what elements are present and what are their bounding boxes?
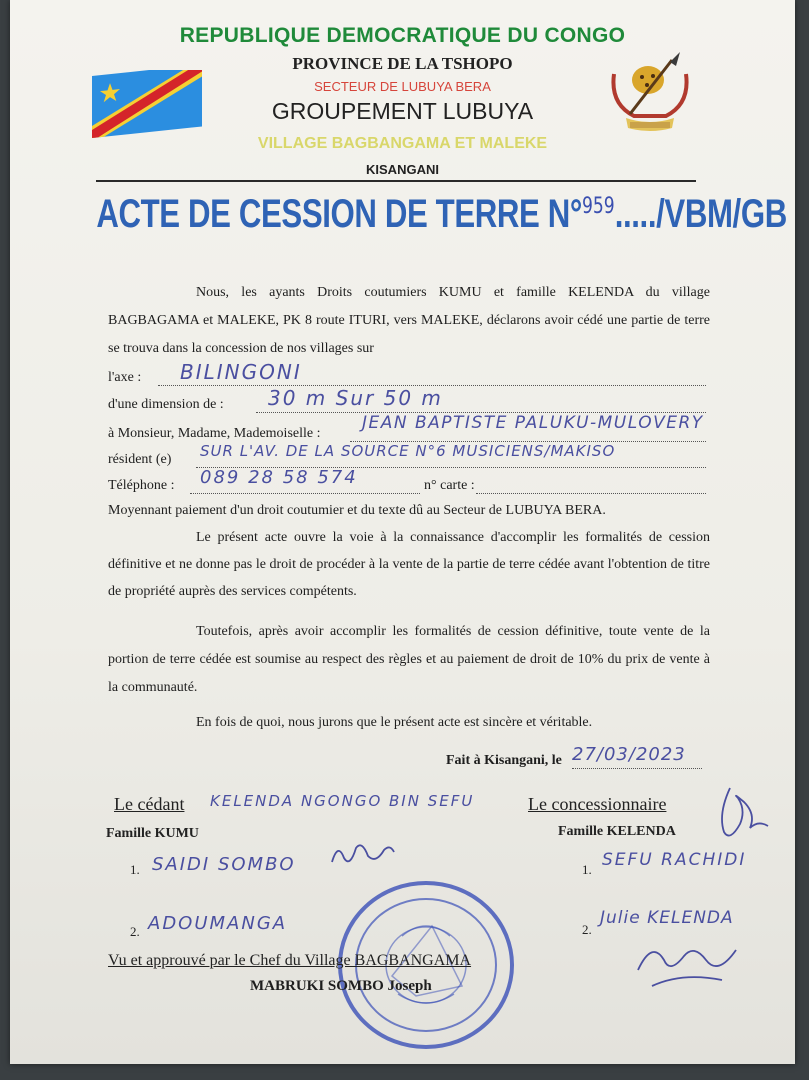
header-divider: [96, 180, 696, 182]
telephone-line: [190, 493, 420, 494]
title-number: 959: [581, 194, 615, 219]
cedant-1-num: 1.: [130, 862, 140, 877]
resident-label: résident (e): [108, 452, 172, 467]
header-republic: REPUBLIQUE DEMOCRATIQUE DU CONGO: [179, 24, 626, 47]
paragraph-2: Le présent acte ouvre la voie à la connaissance d'accomplir les formalités de cession définitive et ne donne pas le droit de procéder à la vente de la partie de terre cédée avant l'obtention de titre de propriété auprès des services compétents.: [108, 530, 710, 599]
title-dots: .....: [614, 192, 657, 236]
chief-name: MABRUKI SOMBO Joseph: [250, 978, 432, 994]
header-secteur: SECTEUR DE LUBUYA BERA: [314, 79, 491, 94]
cedant-2-name: ADOUMANGA: [148, 913, 288, 934]
resident-value: SUR L'AV. DE LA SOURCE N°6 MUSICIENS/MAKISO: [200, 442, 616, 460]
telephone-value: 089 28 58 574: [200, 467, 358, 488]
header-groupement: GROUPEMENT LUBUYA: [271, 98, 534, 124]
document-title: [96, 192, 787, 237]
dimension-value: 30 m Sur 50 m: [268, 386, 443, 410]
concessionnaire-family: Famille KELENDA: [558, 824, 676, 839]
cedant-1-name: SAIDI SOMBO: [152, 854, 296, 875]
axe-value: BILINGONI: [180, 360, 302, 384]
axe-label: l'axe :: [108, 370, 142, 385]
paragraph-4: En fois de quoi, nous jurons que le présent acte est sincère et véritable.: [196, 715, 593, 730]
header-village: VILLAGE BAGBANGAMA ET MALEKE: [257, 135, 548, 152]
fait-line: [572, 768, 702, 769]
cedant-family: Famille KUMU: [106, 826, 199, 841]
conc-2-name: Julie KELENDA: [600, 908, 734, 928]
conc-2-num: 2.: [582, 922, 592, 937]
title-suffix: /VBM/GB: [656, 192, 787, 236]
conc-1-num: 1.: [582, 862, 592, 877]
cedant-2-num: 2.: [130, 924, 140, 939]
title-prefix: ACTE DE CESSION DE TERRE N°: [96, 192, 582, 236]
carte-line: [476, 493, 706, 494]
intro-paragraph: Nous, les ayants Droits coutumiers KUMU et famille KELENDA du village BAGBAGAMA et MALEKE, PK 8 route ITURI, vers MALEKE, déclarons avoir cédé une partie de terre se trouva dans la concession de nos villages sur: [108, 285, 710, 356]
approval-label: Vu et approuvé par le Chef du Village BAGBANGAMA: [108, 952, 472, 969]
paragraph-3: Toutefois, après avoir accomplir les formalités de cession définitive, toute vente de la portion de terre cédée est soumise au respect des règles et au paiement de droit de 10% du prix de vente à la communauté.: [108, 624, 710, 695]
monsieur-label: à Monsieur, Madame, Mademoiselle :: [108, 426, 321, 441]
concessionnaire-signature-icon: [700, 784, 776, 844]
fait-date: 27/03/2023: [572, 744, 686, 765]
header-city: KISANGANI: [366, 162, 439, 177]
payment-text: Moyennant paiement d'un droit coutumier et du texte dû au Secteur de LUBUYA BERA.: [108, 503, 606, 518]
conc-2-signature-icon: [632, 930, 752, 994]
document-page: [10, 0, 795, 1064]
conc-1-name: SEFU RACHIDI: [602, 850, 747, 870]
cedant-1-signature-icon: [328, 838, 398, 868]
telephone-label: Téléphone :: [108, 478, 175, 493]
carte-label: n° carte :: [424, 478, 475, 493]
dimension-label: d'une dimension de :: [108, 397, 224, 412]
monsieur-value: JEAN BAPTISTE PALUKU-MULOVERY: [362, 413, 704, 433]
cedant-name: KELENDA NGONGO BIN SEFU: [210, 792, 475, 810]
cedant-label: Le cédant: [114, 794, 185, 814]
header-province: PROVINCE DE LA TSHOPO: [292, 54, 513, 73]
concessionnaire-label: Le concessionnaire: [528, 794, 667, 814]
fait-label: Fait à Kisangani, le: [446, 753, 562, 768]
